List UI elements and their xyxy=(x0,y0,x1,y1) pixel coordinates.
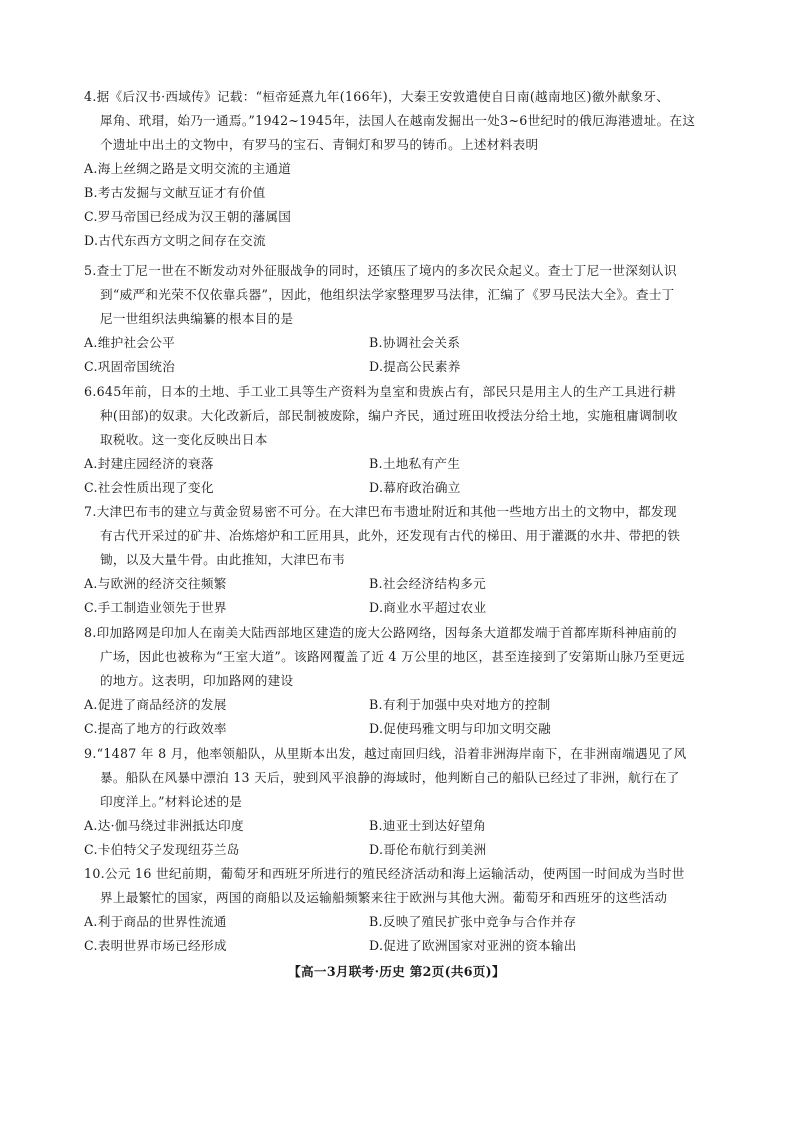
option-b: B.土地私有产生 xyxy=(369,456,461,471)
question-stem-line: 5.查士丁尼一世在不断发动对外征服战争的同时，还镇压了境内的多次民众起义。查士丁尼一世深刻认识 xyxy=(84,263,677,278)
question-stem-line: 锄，以及大量牛骨。由此推知，大津巴布韦 xyxy=(100,552,345,567)
option-a: A.促进了商品经济的发展 xyxy=(84,697,227,712)
option-c: C.卡伯特父子发现纽芬兰岛 xyxy=(84,842,240,857)
question-stem-line: 印度洋上。”材料论述的是 xyxy=(100,794,243,809)
question-stem-line: 10.公元 16 世纪前期，葡萄牙和西班牙所进行的殖民经济活动和海上运输活动，使两国一时间成为当时世 xyxy=(84,866,685,881)
option-a: A.达·伽马绕过非洲抵达印度 xyxy=(84,818,244,833)
option-d: D.提高公民素养 xyxy=(369,359,461,374)
option-d: D.促进了欧洲国家对亚洲的资本输出 xyxy=(369,938,577,953)
question-stem-line: 到“威严和光荣不仅依靠兵器”，因此，他组织法学家整理罗马法律，汇编了《罗马民法大全》。查士丁 xyxy=(100,287,675,302)
question-stem-line: 个遗址中出土的文物中，有罗马的宝石、青铜灯和罗马的铸币。上述材料表明 xyxy=(100,137,539,152)
option-c: C.表明世界市场已经形成 xyxy=(84,938,227,953)
question-stem-line: 6.645年前，日本的土地、手工业工具等生产资料为皇室和贵族占有，部民只是用主人的生产工具进行耕 xyxy=(84,384,676,399)
question-stem-line: 广场，因此也被称为“王室大道”。该路网覆盖了近 4 万公里的地区，甚至连接到了安第斯山脉乃至更远 xyxy=(100,649,685,664)
option-c: C.手工制造业领先于世界 xyxy=(84,600,227,615)
question-stem-line: 暴。船队在风暴中漂泊 13 天后，驶到风平浪静的海域时，他判断自己的船队已经过了非洲，航行在了 xyxy=(100,770,680,785)
option-a: A.封建庄园经济的衰落 xyxy=(84,456,214,471)
option-d: D.促使玛雅文明与印加文明交融 xyxy=(369,721,551,736)
question-stem-line: 界上最繁忙的国家，两国的商船以及运输船频繁来往于欧洲与其他大洲。葡萄牙和西班牙的这些活动 xyxy=(100,890,668,905)
option-c: C.罗马帝国已经成为汉王朝的藩属国 xyxy=(84,209,292,224)
option-a: A.海上丝绸之路是文明交流的主通道 xyxy=(84,161,292,176)
question-stem-line: 有古代开采过的矿井、冶炼熔炉和工匠用具，此外，还发现有古代的梯田、用于灌溉的水井、带把的铁 xyxy=(100,528,681,543)
question-stem-line: 尼一世组织法典编纂的根本目的是 xyxy=(100,311,294,326)
option-c: C.巩固帝国统治 xyxy=(84,359,176,374)
option-a: A.维护社会公平 xyxy=(84,335,176,350)
question-stem-line: 8.印加路网是印加人在南美大陆西部地区建造的庞大公路网络，因每条大道都发端于首都库斯科神庙前的 xyxy=(84,625,677,640)
option-b: B.有利于加强中央对地方的控制 xyxy=(369,697,551,712)
option-b: B.迪亚士到达好望角 xyxy=(369,818,487,833)
option-a: A.与欧洲的经济交往频繁 xyxy=(84,576,227,591)
question-stem-line: 犀角、玳瑁，始乃一通焉。”1942~1945年，法国人在越南发掘出一处3~6世纪时的俄厄海港遗址。在这 xyxy=(100,113,696,128)
question-stem-line: 的地方。这表明，印加路网的建设 xyxy=(100,673,294,688)
option-d: D.哥伦布航行到美洲 xyxy=(369,842,487,857)
option-d: D.古代东西方文明之间存在交流 xyxy=(84,233,266,248)
option-a: A.利于商品的世界性流通 xyxy=(84,914,227,929)
option-c: C.社会性质出现了变化 xyxy=(84,480,214,495)
question-stem-line: 7.大津巴布韦的建立与黄金贸易密不可分。在大津巴布韦遗址附近和其他一些地方出土的文物中，都发现 xyxy=(84,504,677,519)
option-d: D.商业水平超过农业 xyxy=(369,600,487,615)
question-stem-line: 4.据《后汉书·西域传》记载：“桓帝延熹九年(166年)，大秦王安敦遣使自日南(越南地区)徼外献象牙、 xyxy=(84,89,670,104)
option-b: B.社会经济结构多元 xyxy=(369,576,487,591)
option-d: D.幕府政治确立 xyxy=(369,480,461,495)
question-stem-line: 9.“1487 年 8 月，他率领船队，从里斯本出发，越过南回归线，沿着非洲海岸南下，在非洲南端遇见了风 xyxy=(84,746,687,761)
question-stem-line: 种(田部)的奴隶。大化改新后，部民制被废除，编户齐民，通过班田收授法分给土地，实施租庸调制收 xyxy=(100,408,678,423)
question-stem-line: 取税收。这一变化反映出日本 xyxy=(100,432,268,447)
option-c: C.提高了地方的行政效率 xyxy=(84,721,227,736)
page-footer: 【高一3月联考·历史 第2页(共6页)】 xyxy=(288,964,505,979)
option-b: B.反映了殖民扩张中竞争与合作并存 xyxy=(369,914,577,929)
option-b: B.协调社会关系 xyxy=(369,335,461,350)
option-b: B.考古发掘与文献互证才有价值 xyxy=(84,185,266,200)
